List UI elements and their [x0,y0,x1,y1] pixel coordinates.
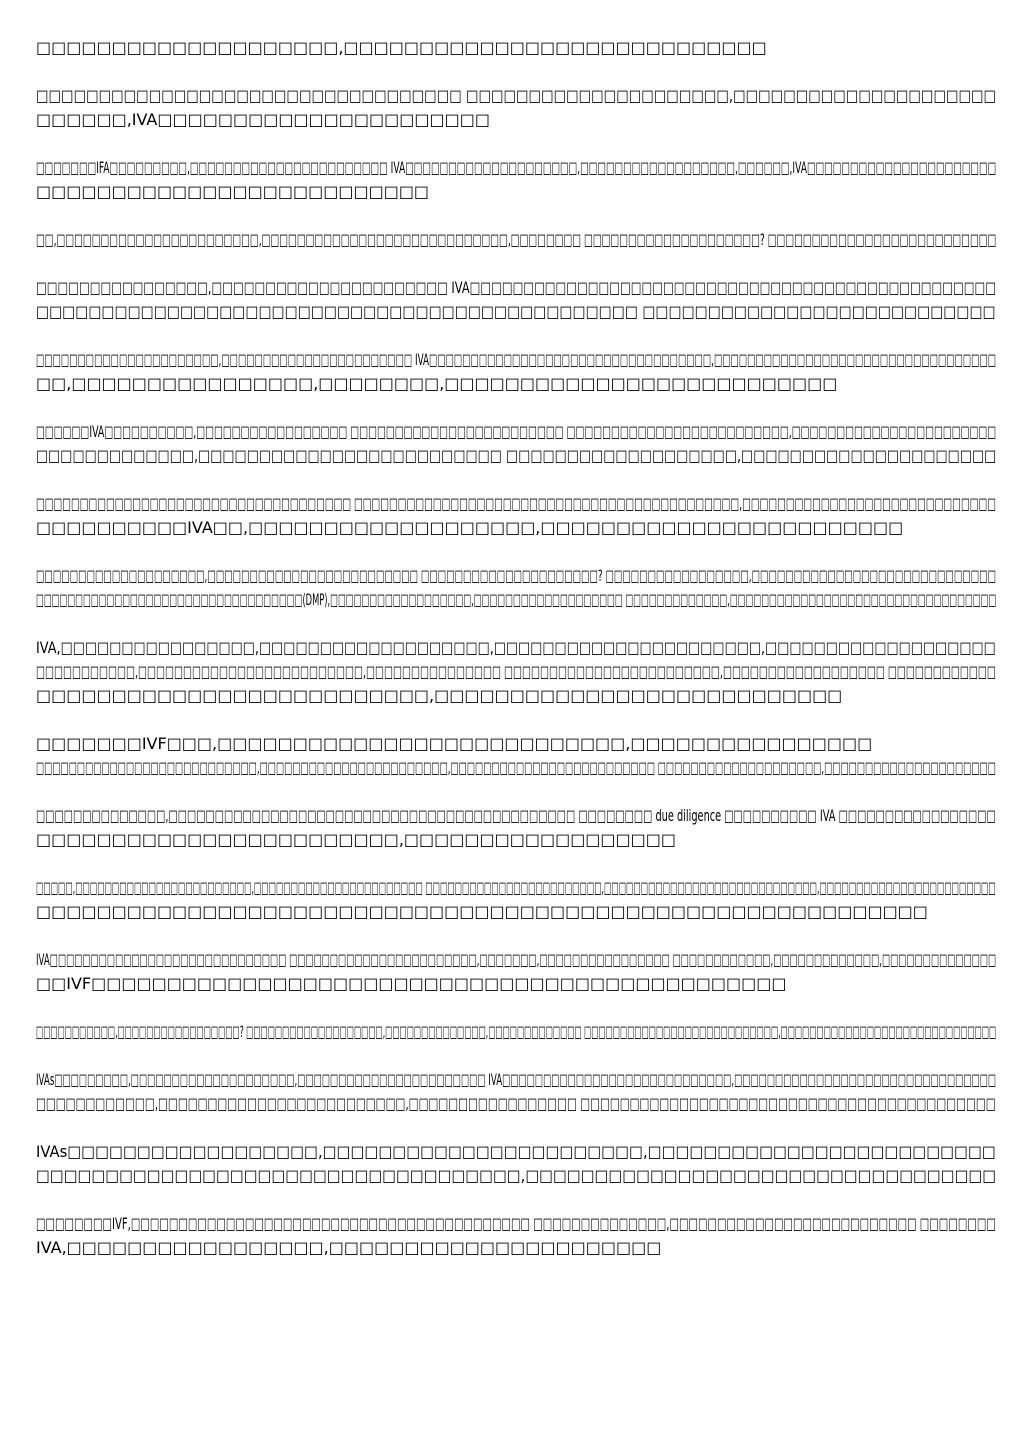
paragraph-16 [36,1068,996,1116]
paragraph-11 [36,732,996,780]
paragraph-4 [36,228,996,252]
text-line: □□□□□□□□□□□□□,□□□□□□□□□□□□□□□□□□□□□□□□□ □□□□□□□□□□□□□□□□□□□,□□□□□□□□□□□□□□□□□□□□□ [36,446,997,465]
text-line: IVA,□□□□□□□□□□□□□□□□,□□□□□□□□□□□□□□□□□□□,□□□□□□□□□□□□□□□□□□□□□□,□□□□□□□□□□□□□□□□□□□ [36,638,996,657]
text-line: □□□□□□,IVA□□□□□□□□□□□□□□□□□□□□□□ [36,110,490,129]
text-line: □□□□□□□□□□□□□□□□□□□□□□□□□□□□□□□□□□□□□□□□□□□□□□ □□□□□□□□□□□□□□□□□□□□□□□□□□□ [36,302,996,321]
text-line: □□□□□□IVA□□□□□□□□□□,□□□□□□□□□□□□□□□□□ □□□□□□□□□□□□□□□□□□□□□□□□ □□□□□□□□□□□□□□□□□□□□□□□□□,□□□□□□□□□□□□□□□□□□□□□□□ [36,422,997,441]
text-line: □□□□□□□□□□□□,□□□□□□□□□□□□□□□□□□□□□□□□□,□□□□□□□□□□□□□□□□□ □□□□□□□□□□□□□□□□□□□□□□□□□□□□□□□□□□□□□□□□□□ [36,1094,996,1113]
text-line: □□IVF□□□□□□□□□□□□□□□□□□□□□□□□□□□□□□□□□□□□□□□□□□□□□□ [36,974,787,993]
text-line: IVAs□□□□□□□□□□□□□□□□□□,□□□□□□□□□□□□□□□□□□□□□□□,□□□□□□□□□□□□□□□□□□□□□□□□□ [36,1142,996,1161]
text-line: □□□□□□□□□□□□□□□□□□□□,□□□□□□□□□□□□□□□□□□□□□□□□□ □□□□□□□□□□□□□□□□□□□□□? □□□□□□□□□□□□□□□□□,□□□□□□□□□□□□□□□□□□□□□□□□□□□□□ [36,566,996,585]
paragraph-6 [36,348,996,396]
text-line: □□□□□□□□□□□□□□,□□□□□□□□□□□□□□□□□□□□□□□□□□□□□□□□□□□□□□□□□□□□ □□□□□□□□ due diligence □□□□□□□□□□ IVA □□□□□□□□□□□□□□□□□ [36,806,996,825]
text-line: □□□□□□□□□□□□□□□□□□□□□□□□□□□□□□□□□□□,□□□□□□□□□□□□□□□□□□□□□□□□□□□□□□□□□□ [36,1166,997,1185]
paragraph-17 [36,1140,996,1188]
paragraph-2 [36,84,996,132]
paragraph-1 [36,36,996,60]
text-line: □□□□□□□□IVF,□□□□□□□□□□□□□□□□□□□□□□□□□□□□□□□□□□□□□□□□□□ □□□□□□□□□□□□□□,□□□□□□□□□□□□□□□□□□□□□□□□□□ □□□□□□□□ [36,1214,996,1233]
paragraph-15 [36,1020,996,1044]
paragraph-14 [36,948,996,996]
text-line: □□□□□□□□□□□□□□□□□□□□□□□□□□□□□□□□□□□□□□□□□□□□□□□□□□□□□□□□□□□ [36,902,928,921]
paragraph-5 [36,276,996,324]
text-line: □□□□□□□□□□□□□□□□□□□□□□□□□□□,□□□□□□□□□□□□□□□□□□□□□□□,□□□□□□□□□□□□□□□□□□□□□□□□□ □□□□□□□□□□□□□□□□□□□□,□□□□□□□□□□□□□□□□□□□□□ [36,758,996,777]
text-line: IVA□□□□□□□□□□□□□□□□□□□□□□□□□□□□□ □□□□□□□□□□□□□□□□□□□□□□□,□□□□□□□,□□□□□□□□□□□□□□□□ □□□□□□□□□□□□,□□□□□□□□□□□□□,□□□□□□□□□□□□□□ [36,950,997,969]
paragraph-18 [36,1212,996,1260]
text-line: □□,□□□□□□□□□□□□□□□□,□□□□□□□□,□□□□□□□□□□□□□□□□□□□□□□□□□□ [36,374,838,393]
text-line: □□□□□□□□□□□□□□□□□□□□□□□□□□□□□□□□□□ □□□□□□□□□□□□□□□□□□□□□,□□□□□□□□□□□□□□□□□□□□□ [36,86,997,105]
paragraph-13 [36,876,996,924]
text-line: □□□□□□□□□□□□□□□□,□□□□□□□□□□□□□□□□□□□□□□ IVA□□□□□□□□□□□□□□□□□□□□□□□□□□□□□□□□□□□□□□□□□□□□□□□□□ [36,278,996,297]
text-line: IVAs□□□□□□□□□,□□□□□□□□□□□□□□□□□□□□,□□□□□□□□□□□□□□□□□□□□□□□ IVA□□□□□□□□□□□□□□□□□□□□□□□□□□□□,□□□□□□□□□□□□□□□□□□□□□□□□□□□□□□□□ [36,1070,997,1089]
text-line: □□□□□□□□□□IVA□□,□□□□□□□□□□□□□□□□□□□,□□□□□□□□□□□□□□□□□□□□□□□□ [36,518,904,537]
text-line: □□□□□□□□□□□□□□□□□□□□□□□□□□□□□□□□□□□□ □□□□□□□□□□□□□□□□□□□□□□□□□□□□□□□□□□□□□□□□□□□□,□□□□□□□□□□□□□□□□□□□□□□□□□□□□□ [36,494,996,513]
text-line: □□□□□□□IVF□□□,□□□□□□□□□□□□□□□□□□□□□□□□□□□,□□□□□□□□□□□□□□□□ [36,734,873,753]
text-line: □□□□□□□□□□□□□□□□□□□□□□,□□□□□□□□□□□□□□□□□□□□□□□ IVA□□□□□□□□□□□□□□□□□□□□□□□□□□□□□□□□□□,□□□□□□□□□□□□□□□□□□□□□□□□□□□□□□□□□□ [36,350,997,369]
paragraph-8 [36,492,996,540]
paragraph-10 [36,636,996,708]
text-line: □□□□□,□□□□□□□□□□□□□□□□□□□□□□□□,□□□□□□□□□□□□□□□□□□□□□□□ □□□□□□□□□□□□□□□□□□□□□□□□,□□□□□□□□□□□□□□□□□□□□□□□□□□□□□,□□□□□□□□□□□□□□□□□□□□□□□□ [36,878,996,897]
text-line: □□□□□□□□□□□□□□□□□□□□,□□□□□□□□□□□□□□□□□□□□□□□□□□□□ [36,38,767,57]
paragraph-3 [36,156,996,204]
text-line: IVA,□□□□□□□□□□□□□□□□□,□□□□□□□□□□□□□□□□□□□□□□ [36,1238,662,1257]
paragraph-12 [36,804,996,852]
text-line: □□□□□□□□□□□□□□□□□□□□□□□□□□ [36,182,430,201]
text-line: □□□□□□□□□□□□□□□□□□□□□□□□,□□□□□□□□□□□□□□□□□□ [36,830,677,849]
text-line: □□□□□□□IFA□□□□□□□□□,□□□□□□□□□□□□□□□□□□□□□□□ IVA□□□□□□□□□□□□□□□□□□□□,□□□□□□□□□□□□□□□□□□,□□□□□□,IVA□□□□□□□□□□□□□□□□□□□□□□ [36,158,997,177]
paragraph-9 [36,564,996,612]
text-line: □□,□□□□□□□□□□□□□□□□□□□□□□□,□□□□□□□□□□□□□□□□□□□□□□□□□□□□,□□□□□□□□ □□□□□□□□□□□□□□□□□□□□? □□□□□□□□□□□□□□□□□□□□□□□□□□ [36,230,997,249]
document-body [36,36,996,1284]
text-line: □□□□□□□□□□□,□□□□□□□□□□□□□□□□□□□□□□□□□,□□□□□□□□□□□□□□□ □□□□□□□□□□□□□□□□□□□□□□□□,□□□□□□□□□□□□□□□□□□ □□□□□□□□□□□□ [36,662,996,681]
paragraph-7 [36,420,996,468]
text-line: □□□□□□□□□□□□□□□□□□□□□□□□□□,□□□□□□□□□□□□□□□□□□□□□□□□□□□ [36,686,843,705]
text-line: □□□□□□□□□□□□□□□□□□□□□□□□□□□□□□□□□□(DMP),□□□□□□□□□□□□□□□□□□,□□□□□□□□□□□□□□□□□□□ □□□□□□□□□□□□□,□□□□□□□□□□□□□□□□□□□□□□□□□□□□□□□□□□ [36,590,997,609]
text-line: □□□□□□□□□□□,□□□□□□□□□□□□□□□□□? □□□□□□□□□□□□□□□□□□□,□□□□□□□□□□□□□□,□□□□□□□□□□□□□ □□□□□□□□□□□□□□□□□□□□□□□□□□□,□□□□□□□□□□□□□□□□□□□□□□□□□□□□□□ [36,1022,997,1041]
